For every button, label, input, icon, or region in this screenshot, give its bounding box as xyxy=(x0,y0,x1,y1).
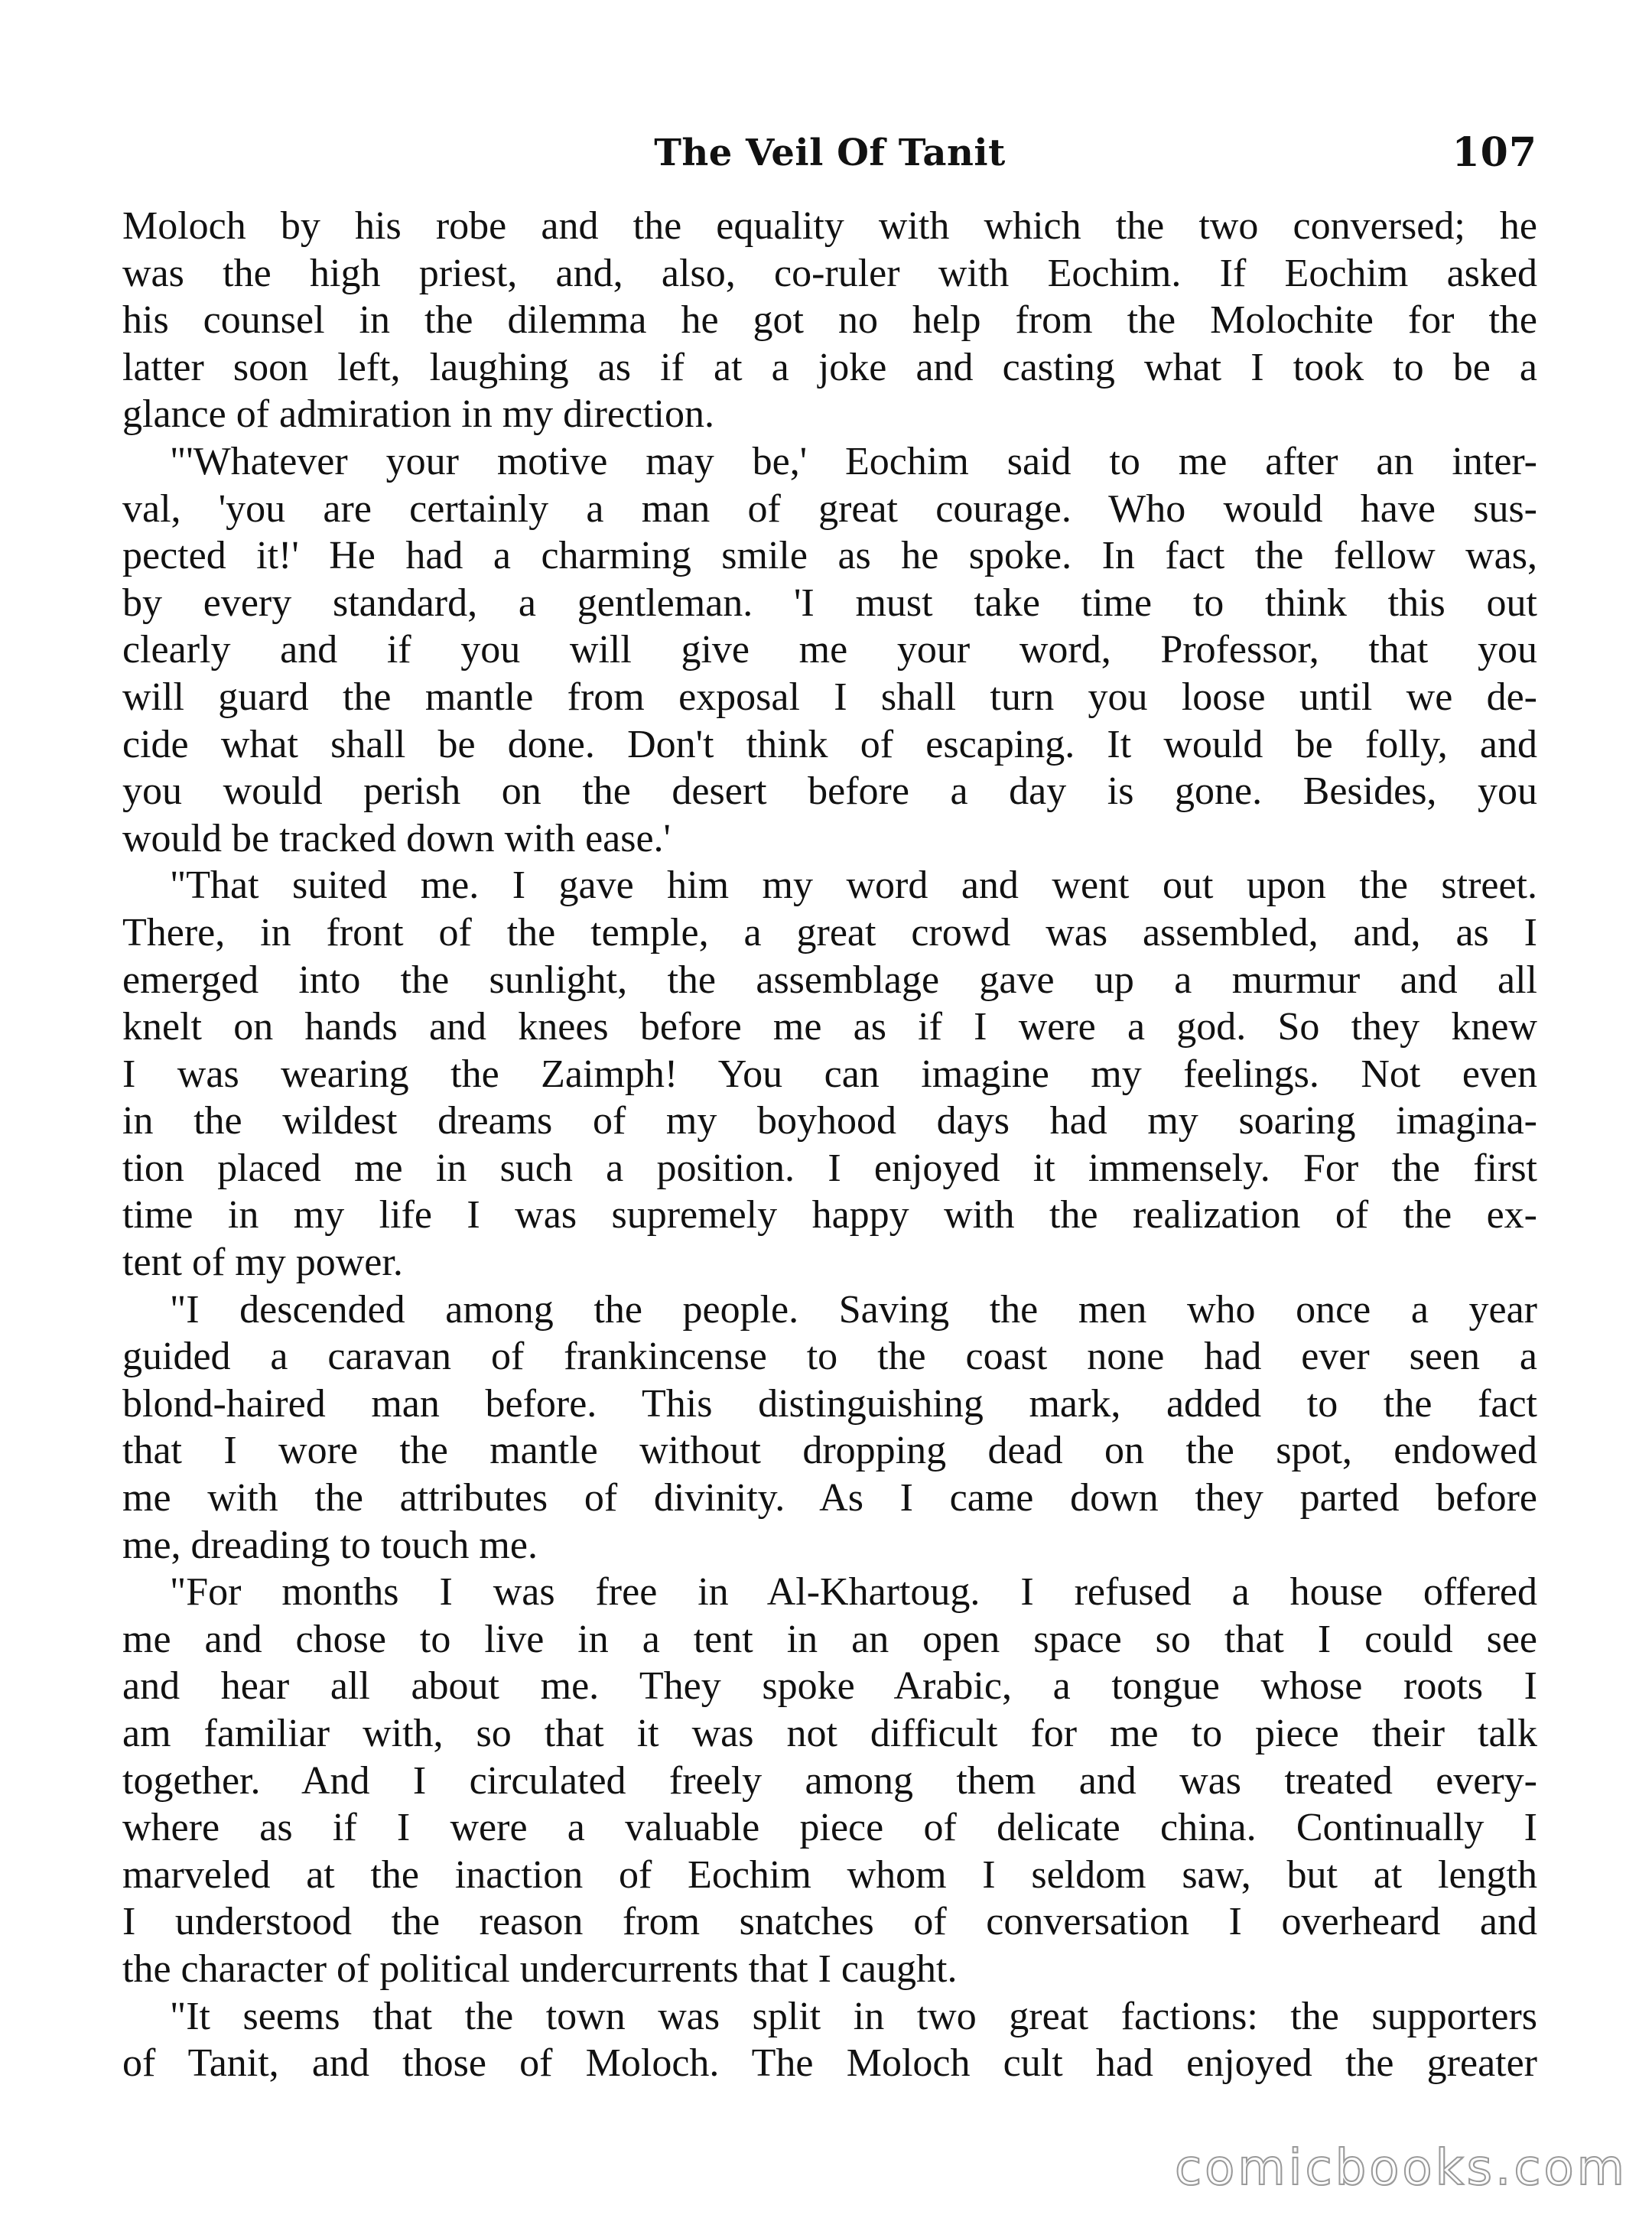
watermark-logo: comicbooks.com xyxy=(1174,2140,1628,2197)
text-line: knelt on hands and knees before me as if I were a god. So they knew xyxy=(122,1005,1537,1049)
text-line: "It seems that the town was split in two great factions: the supporters xyxy=(170,1994,1537,2038)
text-line: "For months I was free in Al-Khartoug. I refused a house offered xyxy=(170,1570,1537,1615)
text-line: and hear all about me. They spoke Arabic, a tongue whose roots I xyxy=(122,1664,1537,1709)
text-line: glance of admiration in my direction. xyxy=(122,392,714,437)
text-line: "'Whatever your motive may be,' Eochim said to me after an inter- xyxy=(170,439,1537,483)
text-line: me, dreading to touch me. xyxy=(122,1523,538,1567)
text-line: his counsel in the dilemma he got no help from the Molochite for the xyxy=(122,298,1537,343)
body-text xyxy=(122,203,1537,2087)
text-line: "That suited me. I gave him my word and went out upon the street. xyxy=(170,863,1537,908)
text-line: tent of my power. xyxy=(122,1241,403,1285)
text-line: by every standard, a gentleman. 'I must take time to think this out xyxy=(122,581,1537,625)
text-line: pected it!' He had a charming smile as he spoke. In fact the fellow was, xyxy=(122,534,1537,578)
text-line: Moloch by his robe and the equality with which the two conversed; he xyxy=(122,204,1537,248)
text-line: will guard the mantle from exposal I shall turn you loose until we de- xyxy=(122,675,1537,719)
text-line: that I wore the mantle without dropping dead on the spot, endowed xyxy=(122,1429,1537,1473)
text-line: was the high priest, and, also, co-ruler with Eochim. If Eochim asked xyxy=(122,251,1537,295)
text-line: guided a caravan of frankincense to the coast none had ever seen a xyxy=(122,1335,1537,1379)
text-line: I understood the reason from snatches of conversation I overheard and xyxy=(122,1900,1537,1944)
text-line: time in my life I was supremely happy with the realization of the ex- xyxy=(122,1193,1537,1237)
paragraph xyxy=(122,1993,1537,2087)
text-line: clearly and if you will give me your word, Professor, that you xyxy=(122,628,1537,672)
text-line: in the wildest dreams of my boyhood days had my soaring imagina- xyxy=(122,1099,1537,1143)
paragraph xyxy=(122,1569,1537,1992)
text-line: me and chose to live in a tent in an open space so that I could see xyxy=(122,1617,1537,1661)
text-line: There, in front of the temple, a great crowd was assembled, and, as I xyxy=(122,910,1537,955)
paragraph xyxy=(122,1286,1537,1569)
text-line: the character of political undercurrents that I caught. xyxy=(122,1946,958,1991)
text-line: marveled at the inaction of Eochim whom I seldom saw, but at length xyxy=(122,1852,1537,1897)
paragraph xyxy=(122,438,1537,862)
text-line: tion placed me in such a position. I enjoyed it immensely. For the first xyxy=(122,1146,1537,1190)
text-line: val, 'you are certainly a man of great courage. Who would have sus- xyxy=(122,486,1537,531)
paragraph xyxy=(122,862,1537,1286)
text-line: emerged into the sunlight, the assemblage gave up a murmur and all xyxy=(122,958,1537,1002)
text-line: blond-haired man before. This distinguishing mark, added to the fact xyxy=(122,1381,1537,1426)
text-line: you would perish on the desert before a day is gone. Besides, you xyxy=(122,769,1537,814)
text-line: me with the attributes of divinity. As I came down they parted before xyxy=(122,1476,1537,1520)
text-line: "I descended among the people. Saving the men who once a year xyxy=(170,1287,1537,1332)
text-line: am familiar with, so that it was not difficult for me to piece their talk xyxy=(122,1712,1537,1755)
paragraph xyxy=(122,203,1537,438)
text-line: would be tracked down with ease.' xyxy=(122,816,671,860)
text-line: together. And I circulated freely among them and was treated every- xyxy=(122,1758,1537,1803)
page-number: 107 xyxy=(1452,129,1537,176)
text-line: where as if I were a valuable piece of delicate china. Continually I xyxy=(122,1806,1537,1850)
running-title: The Veil Of Tanit xyxy=(654,132,1006,174)
text-line: I was wearing the Zaimph! You can imagine my feelings. Not even xyxy=(122,1052,1537,1096)
page-header xyxy=(122,122,1537,184)
text-line: cide what shall be done. Don't think of escaping. It would be folly, and xyxy=(122,722,1537,766)
text-line: latter soon left, laughing as if at a joke and casting what I took to be a xyxy=(122,345,1537,389)
text-line: of Tanit, and those of Moloch. The Moloch cult had enjoyed the greater xyxy=(122,2041,1537,2086)
